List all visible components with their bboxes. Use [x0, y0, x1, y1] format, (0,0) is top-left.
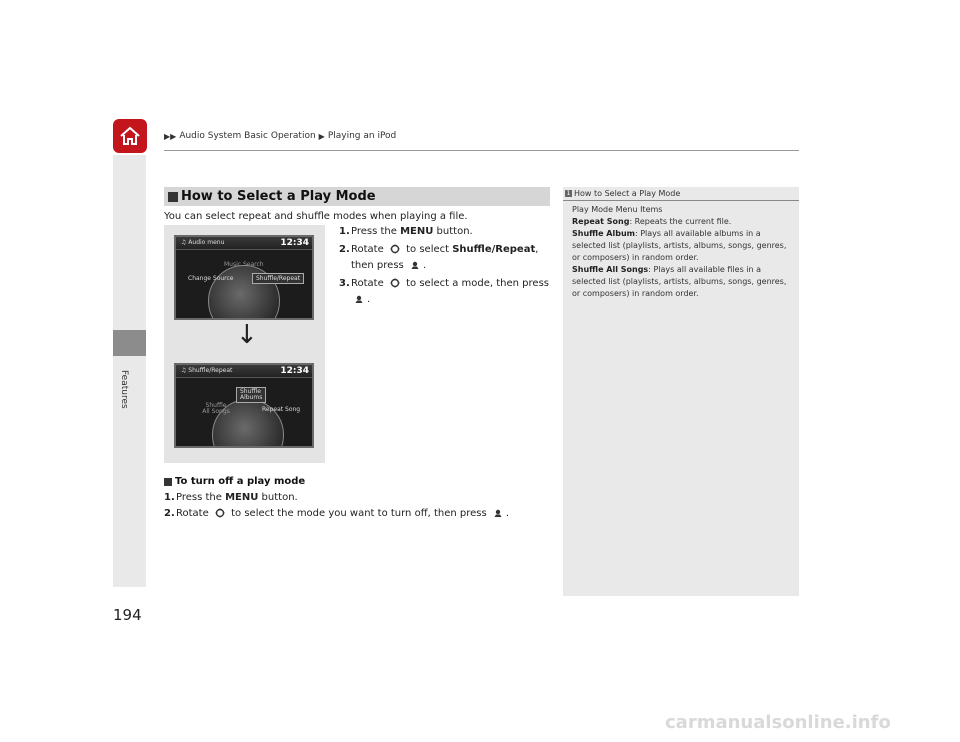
- mode-repeat-song: Repeat Song: [262, 406, 301, 413]
- note-item: Shuffle Album: Plays all available albums in a selected list (playlists, artists, albums, songs, genres, or composers) in random order.: [572, 229, 787, 262]
- note-item: Repeat Song: Repeats the current file.: [572, 217, 732, 226]
- note-title: How to Select a Play Mode: [574, 189, 681, 198]
- breadcrumb-arrow-icon: ▶: [318, 131, 325, 141]
- mode-shuffle-albums: Shuffle Albums: [236, 387, 266, 403]
- note-item: Shuffle All Songs: Plays all available files in a selected list (playlists, artists, albums, songs, genres, or composers) in random order.: [572, 265, 787, 298]
- turn-off-steps: [164, 490, 509, 522]
- selector-knob-icon: [390, 244, 400, 254]
- page-number: 194: [113, 606, 142, 624]
- square-bullet-icon: [168, 192, 178, 202]
- step-item: 3. Rotate to select a mode, then press .: [339, 278, 549, 305]
- breadcrumb: [164, 131, 396, 141]
- step-list: [339, 224, 554, 310]
- press-knob-icon: [354, 294, 364, 304]
- square-bullet-icon: [164, 478, 172, 486]
- selector-knob-icon: [215, 508, 225, 518]
- watermark: carmanualsonline.info: [665, 712, 891, 733]
- side-tab-marker: [113, 330, 146, 356]
- turn-off-heading: To turn off a play mode: [164, 476, 305, 487]
- menu-item-change-source: Change Source: [188, 275, 234, 282]
- header-divider: [164, 150, 799, 151]
- audio-menu-screen: [174, 235, 314, 320]
- note-icon: 1: [566, 190, 571, 197]
- down-arrow-icon: ↓: [236, 320, 258, 350]
- screen-title: ♫ Audio menu: [181, 239, 225, 246]
- shuffle-repeat-screen: [174, 363, 314, 448]
- selector-knob-icon: [390, 278, 400, 288]
- menu-item-music-search: Music Search: [224, 261, 264, 268]
- breadcrumb-item-audio-system[interactable]: Audio System Basic Operation: [179, 131, 316, 141]
- breadcrumb-item-playing-ipod[interactable]: Playing an iPod: [327, 131, 397, 141]
- side-tab-bar: [113, 155, 146, 587]
- screen-clock: 12:34: [280, 366, 309, 376]
- press-knob-icon: [493, 508, 503, 518]
- menu-item-shuffle-repeat: Shuffle/Repeat: [252, 273, 304, 284]
- side-tab-label: Features: [119, 370, 129, 409]
- breadcrumb-arrow-icon: ▶▶: [164, 131, 177, 141]
- note-intro: Play Mode Menu Items: [572, 205, 663, 214]
- section-title: How to Select a Play Mode: [181, 189, 376, 204]
- step-item: 1. Press the MENU button.: [339, 226, 473, 237]
- screen-clock: 12:34: [280, 238, 309, 248]
- section-header: [164, 187, 550, 206]
- home-icon: [118, 124, 142, 148]
- note-body: [572, 204, 794, 300]
- press-knob-icon: [410, 260, 420, 270]
- screen-title: ♫ Shuffle/Repeat: [181, 367, 233, 374]
- screen-figure: [164, 225, 325, 463]
- note-panel: [563, 187, 799, 596]
- mode-shuffle-all-songs: Shuffle All Songs: [202, 402, 230, 415]
- step-item: 1. Press the MENU button.: [164, 492, 298, 503]
- step-item: 2. Rotate to select the mode you want to turn off, then press .: [164, 508, 510, 519]
- step-item: 2. Rotate to select Shuffle/Repeat, then press .: [339, 244, 539, 271]
- home-button[interactable]: [113, 119, 147, 153]
- section-intro: You can select repeat and shuffle modes when playing a file.: [164, 211, 468, 222]
- note-header: [563, 187, 799, 201]
